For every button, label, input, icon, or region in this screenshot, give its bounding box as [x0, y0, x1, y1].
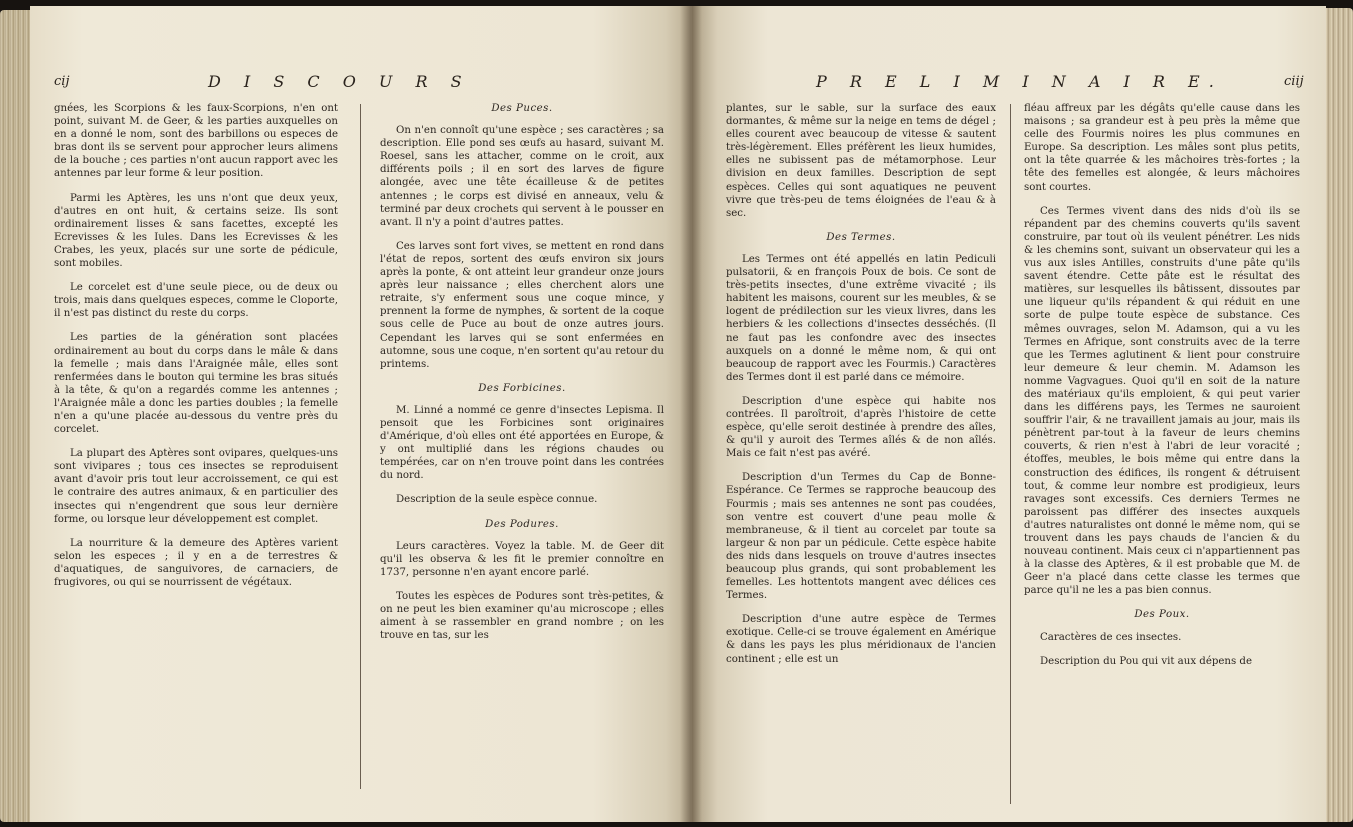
paragraph: Le corcelet est d'une seule piece, ou de deux ou trois, mais dans quelques especes, comme le Cloporte, il n'est pas distinct du reste du corps.	[54, 282, 338, 320]
paragraph: gnées, les Scorpions & les faux-Scorpions, n'en ont point, suivant M. de Geer, & les parties auxquelles on en a donné le nom, sont des barbillons ou especes de bras dont ils se servent pour approcher leurs alimens de la bouche ; ces parties n'ont aucun rapport avec les antennes par leur forme & leur position.	[54, 103, 338, 180]
paragraph: Description d'un Termes du Cap de Bonne-Espérance. Ce Termes se rapproche beaucoup des Fourmis ; mais ses antennes ne sont pas coudées, son ventre est couvert d'une peau molle & membraneuse, & il tient au corcelet par toute sa largeur & non par un pédicule. Cette espèce habite des nids dans lesquels on trouve d'autres insectes beaucoup plus grands, qui sont probablement les femelles. Les hottentots mangent avec délices ces Termes.	[726, 472, 996, 602]
paragraph: plantes, sur le sable, sur la surface des eaux dormantes, & même sur la neige en tems de dégel ; elles courent avec beaucoup de vitesse & sautent très-légèrement. Elles préfèrent les lieux humides, elles ne subissent pas de métamorphose. Leur division en deux familles. Description de sept espèces. Celles qui sont aquatiques ne peuvent vivre que très-peu de tems éloignées de l'eau & à sec.	[726, 103, 996, 219]
paragraph: Ces Termes vivent dans des nids d'où ils se répandent par des chemins couverts qu'ils savent construire, par tout où ils veulent pénétrer. Les nids & les chemins sont, suivant un observateur qui les a vus aux isles Antilles, construits d'une pâte qu'ils savent étendre. Cette pâte est le résultat des matières, sur lesquelles ils bâtissent, dissoutes par une liqueur qu'ils répandent & qui réduit en une sorte de pulpe toute espèce de substance. Ces mêmes ouvrages, selon M. Adamson, qui a vu les Termes en Afrique, sont construits avec de la terre que les Termes aglutinent & lient pour construire leur demeure & leur chemin. M. Adamson les nomme Vagvagues. Quoi qu'il en soit de la nature des matériaux qu'ils emploient, & qui peut varier dans les différens pays, les Termes ne sauroient souffrir l'air, & ne travaillent jamais au jour, mais ils pénètrent par-tout à la faveur de leurs chemins couverts, & rien n'est à l'abri de leur voracité ; étoffes, meubles, le bois même qui entre dans la construction des édifices, ils rongent & détruisent tout, & comme leur nombre est prodigieux, leurs ravages sont excessifs. Ces derniers Termes ne paroissent pas différer des insectes auxquels d'autres naturalistes ont donné le même nom, qui se trouvent dans les pays chauds de l'ancien & du nouveau continent. Mais ceux ci n'appartiennent pas à la classe des Aptères, & il est probable que M. de Geer n'a placé dans cette classe les termes que parce qu'il ne les a pas bien connus.	[1024, 205, 1300, 597]
right-page-column-1	[726, 102, 996, 677]
column-divider	[1010, 104, 1011, 804]
column-divider	[360, 104, 361, 789]
section-heading: Des Podures.	[485, 518, 559, 530]
section-heading: Des Forbicines.	[478, 382, 566, 394]
paragraph: La nourriture & la demeure des Aptères varient selon les especes ; il y en a de terrestres & d'aquatiques, de sanguivores, de carnaciers, de frugivores, ou qui se nourrissent de végétaux.	[54, 537, 338, 588]
paragraph: Caractères de ces insectes.	[1040, 631, 1182, 643]
right-page	[692, 6, 1326, 822]
book-page-edges-right	[1325, 8, 1353, 822]
paragraph: La plupart des Aptères sont ovipares, quelques-uns sont vivipares ; tous ces insectes se reproduisent avant d'avoir pris tout leur accroissement, ce qui est le contraire des autres animaux, & en particulier des insectes qui n'engendrent que sous leur dernière forme, ou lorsque leur développement est complet.	[54, 448, 338, 525]
left-page-number: cij	[54, 74, 70, 89]
paragraph: Description d'une espèce qui habite nos contrées. Il paroîtroit, d'après l'histoire de cette espèce, qu'elle seroit destinée à prendre des aîles, & qu'il y auroit des Termes aîlés & de non aîlés. Mais ce fait n'est pas avéré.	[726, 395, 996, 460]
paragraph: Parmi les Aptères, les uns n'ont que deux yeux, d'autres en ont huit, & certains seize. Ils sont ordinairement lisses & sans facettes, excepté les Ecrevisses & les Iules. Dans les Ecrevisses & les Crabes, les yeux, placés sur une sorte de pédicule, sont mobiles.	[54, 192, 338, 270]
paragraph: Les Termes ont été appellés en latin Pediculi pulsatorii, & en françois Poux de bois. Ce sont de très-petits insectes, d'une extrême vivacité ; ils habitent les maisons, courent sur les meubles, & se logent de prédilection sur les vieux livres, dans les herbiers & les collections d'insectes desséchés. (Il ne faut pas les confondre avec des insectes auxquels on a donné le même nom, & qui ont beaucoup de rapport avec les Fourmis.) Caractères des Termes dont il est parlé dans ce mémoire.	[726, 253, 996, 383]
paragraph: Description du Pou qui vit aux dépens de	[1040, 655, 1252, 667]
paragraph: On n'en connoît qu'une espèce ; ses caractères ; sa description. Elle pond ses œufs au hasard, suivant M. Roesel, sans les attacher, comme on le croit, aux différents poils ; il en sort des larves de figure alongée, avec une tête écailleuse & de petites antennes ; le corps est divisé en anneaux, velu & terminé par deux crochets qui servent à le pousser en avant. Il n'y a point d'autres pattes.	[380, 125, 664, 228]
paragraph: Leurs caractères. Voyez la table. M. de Geer dit qu'il les observa & les fit le premier connoître en 1737, personne n'en ayant encore parlé.	[380, 540, 664, 578]
paragraph: Les parties de la génération sont placées ordinairement au bout du corps dans le mâle & dans la femelle ; mais dans l'Araignée mâle, elles sont renfermées dans le bouton qui termine les bras situés à la tête, & qu'on a regardés comme les antennes ; l'Araignée mâle a donc les parties doubles ; la femelle n'en a qu'une placée au-dessous du ventre près du corcelet.	[54, 332, 338, 436]
paragraph: Ces larves sont fort vives, se mettent en rond dans l'état de repos, sortent des œufs environ six jours après la ponte, & ont atteint leur grandeur onze jours après leur naissance ; elles cherchent alors une retraite, s'y enferment sous une coque mince, y prennent la forme de nymphes, & sortent de la coque sous celle de Puce au bout de onze autres jours. Cependant les larves qui se sont enfermées en automne, sous une coque, n'en sortent qu'au retour du printems.	[380, 240, 664, 370]
right-page-number: ciij	[1284, 74, 1304, 89]
section-heading: Des Puces.	[491, 103, 553, 114]
left-page	[30, 6, 692, 822]
right-running-head: P R E L I M I N A I R E.	[816, 72, 1223, 91]
left-page-column-1	[54, 102, 338, 600]
section-heading: Des Poux.	[1134, 609, 1190, 621]
paragraph: fléau affreux par les dégâts qu'elle cause dans les maisons ; sa grandeur est à peu près la même que celle des Fourmis noires les plus communes en Europe. Sa description. Les mâles sont plus petits, ont la tête quarrée & les mâchoires très-fortes ; la tête des femelles est alongée, & leurs mâchoires sont courtes.	[1024, 103, 1300, 193]
left-page-column-2	[380, 102, 664, 653]
left-running-head: D I S C O U R S	[208, 72, 471, 91]
section-heading: Des Termes.	[826, 231, 896, 243]
paragraph: M. Linné a nommé ce genre d'insectes Lepisma. Il pensoit que les Forbicines sont originaires d'Amérique, d'où elles ont été apportées en Europe, & y ont multiplié dans les régions chaudes ou tempérées, car on n'en trouve point dans les contrées du nord.	[380, 404, 664, 482]
paragraph: Description d'une autre espèce de Termes exotique. Celle-ci se trouve également en Amérique & dans les pays les plus méridionaux de l'ancien continent ; elle est un	[726, 614, 996, 665]
paragraph: Description de la seule espèce connue.	[396, 494, 598, 506]
right-page-column-2	[1024, 102, 1300, 679]
paragraph: Toutes les espèces de Podures sont très-petites, & on ne peut les bien examiner qu'au microscope ; elles aiment à se rassembler en grand nombre ; on les trouve en tas, sur les	[380, 590, 664, 642]
